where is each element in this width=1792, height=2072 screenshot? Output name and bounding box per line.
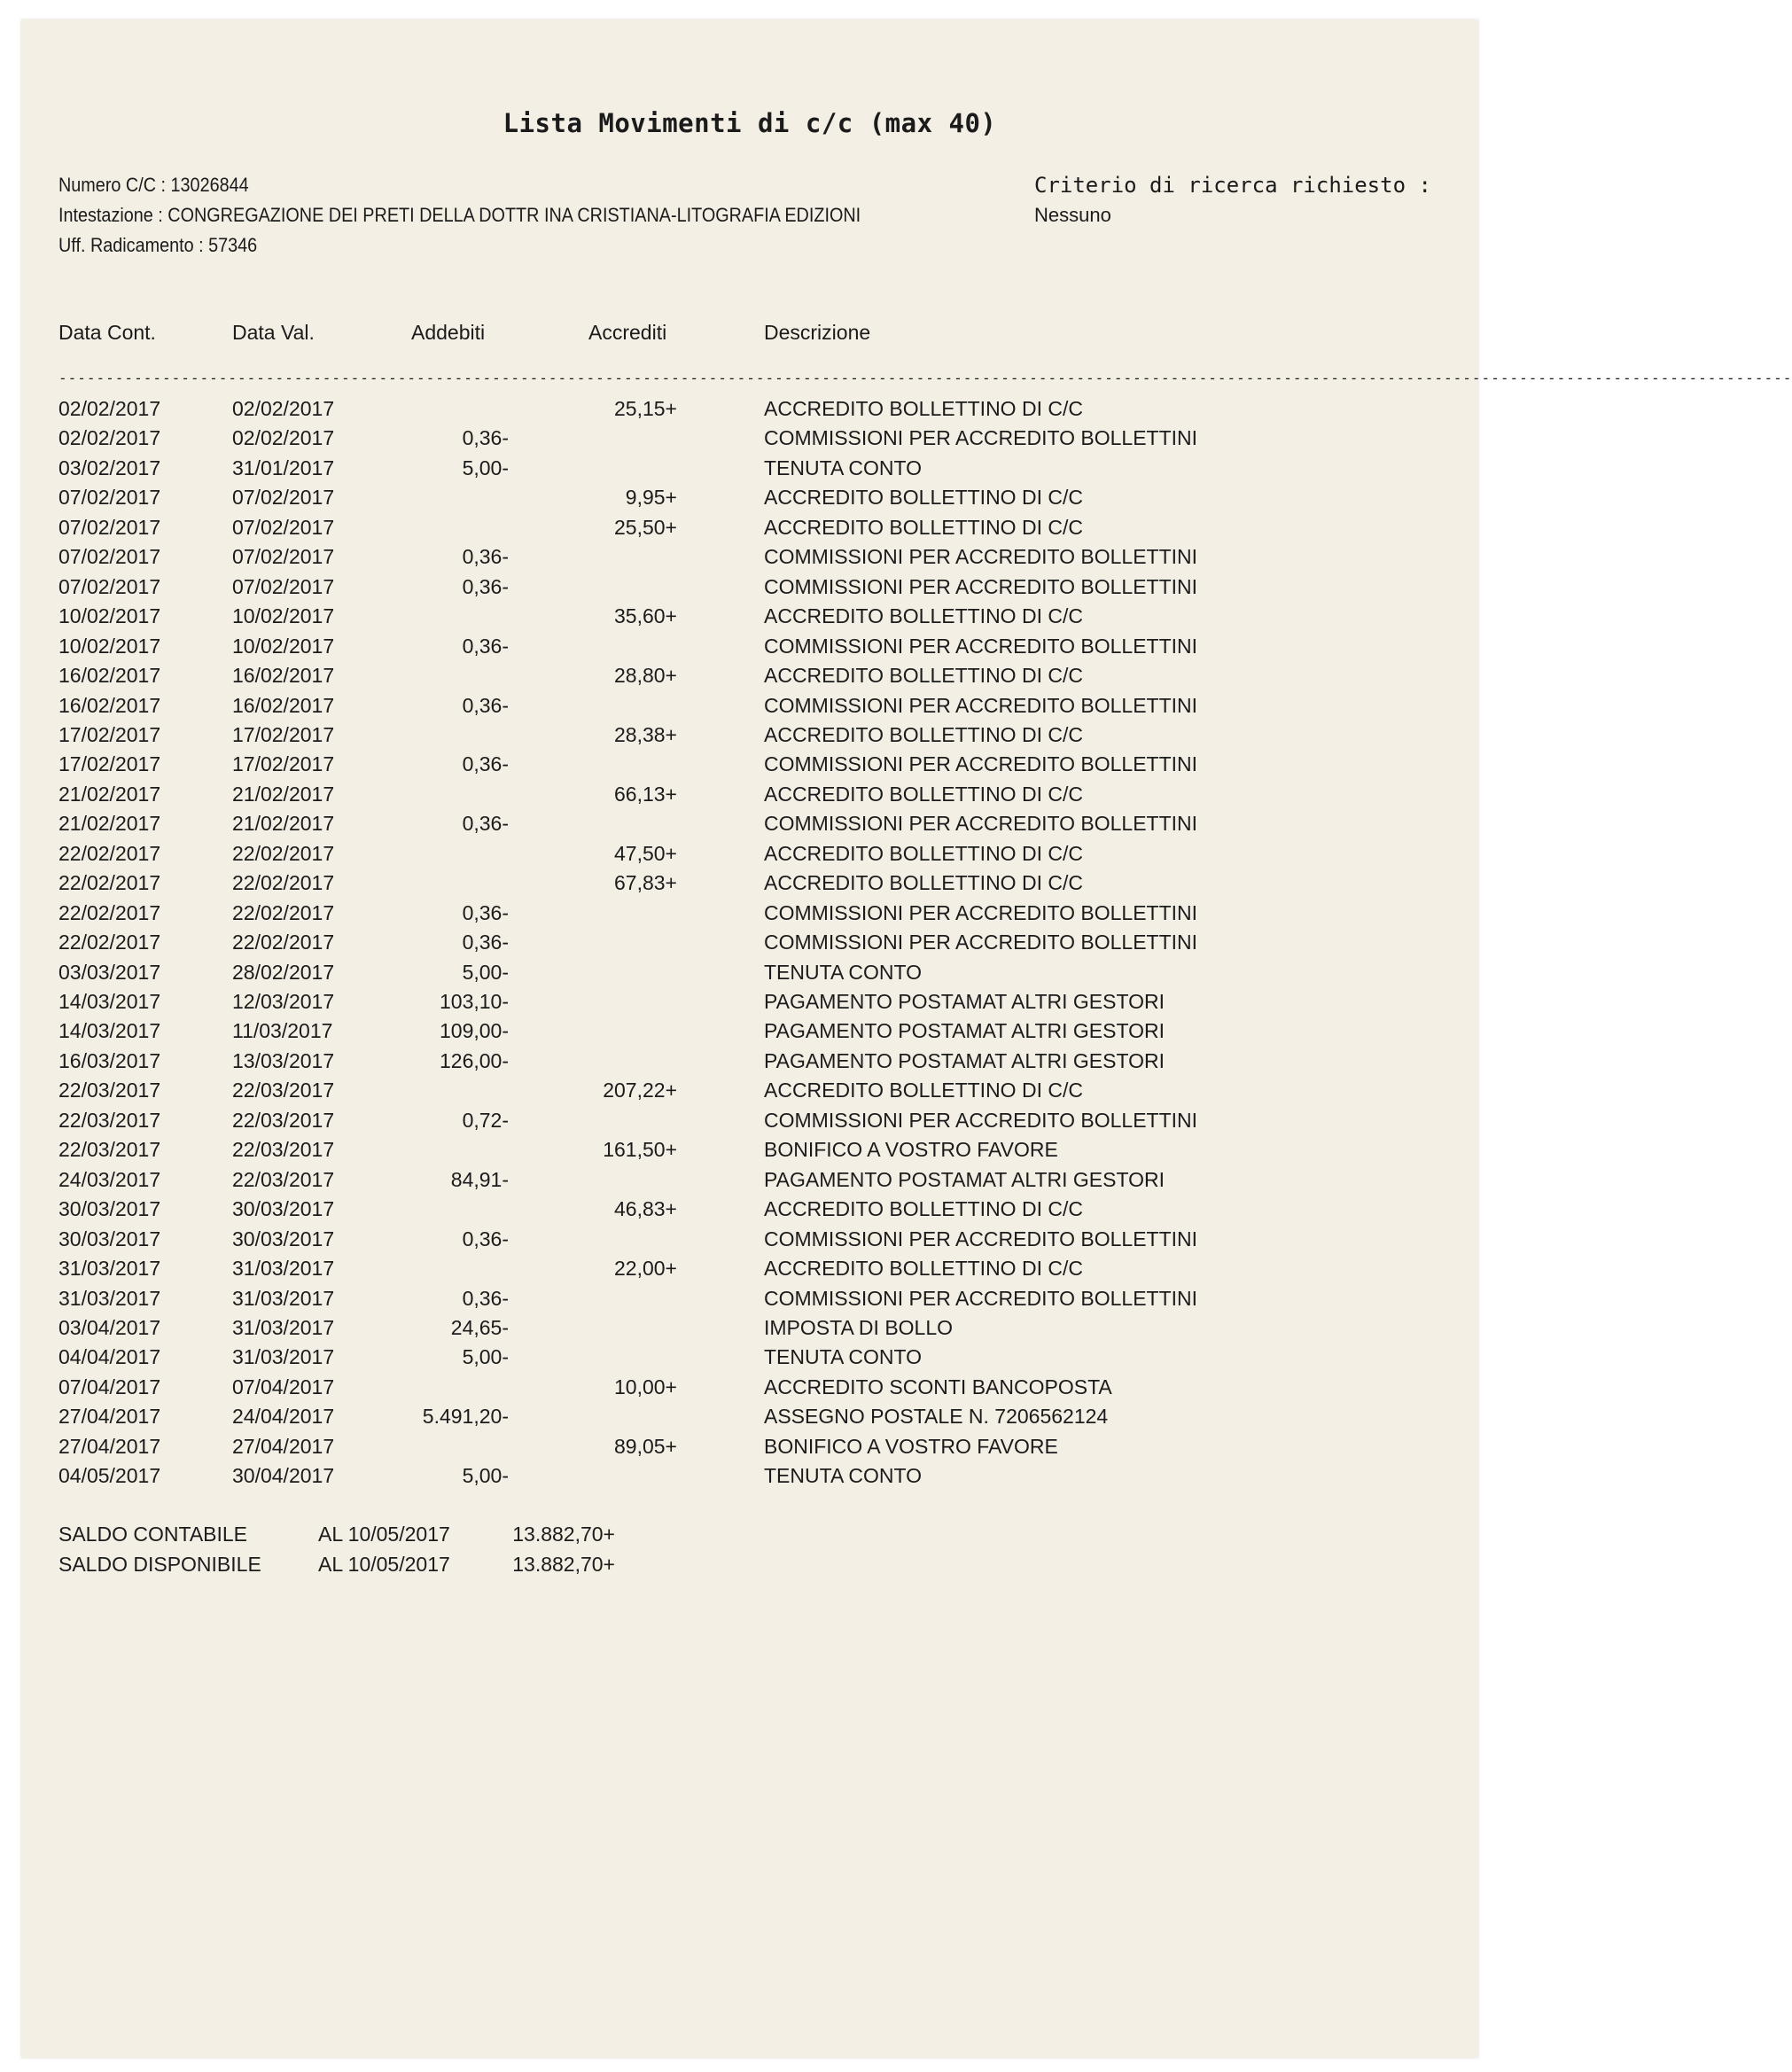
addebiti-cell: 0,36- — [462, 693, 509, 717]
descrizione-cell: TENUTA CONTO — [764, 456, 923, 479]
balance-date: AL 10/05/2017 — [318, 1552, 450, 1576]
addebiti-cell: 24,65- — [450, 1315, 509, 1339]
data-cont-cell: 30/03/2017 — [58, 1197, 161, 1221]
balance-amount: 13.882,70+ — [512, 1552, 615, 1576]
data-val-cell: 31/03/2017 — [232, 1315, 335, 1339]
data-val-cell: 07/02/2017 — [232, 574, 335, 598]
data-val-cell: 16/02/2017 — [232, 693, 335, 717]
descrizione-cell: BONIFICO A VOSTRO FAVORE — [764, 1434, 1058, 1458]
data-cont-cell: 27/04/2017 — [58, 1405, 161, 1429]
data-cont-cell: 03/04/2017 — [58, 1315, 161, 1339]
data-val-cell: 30/03/2017 — [232, 1197, 335, 1221]
data-val-cell: 22/03/2017 — [232, 1108, 335, 1132]
addebiti-cell: 5.491,20- — [422, 1405, 509, 1429]
data-cont-cell: 07/02/2017 — [58, 515, 161, 539]
data-val-cell: 24/04/2017 — [232, 1405, 335, 1429]
descrizione-cell: ACCREDITO BOLLETTINO DI C/C — [764, 1197, 1083, 1221]
data-cont-cell: 07/02/2017 — [58, 486, 161, 510]
data-cont-cell: 16/03/2017 — [58, 1048, 161, 1072]
data-val-cell: 13/03/2017 — [232, 1048, 335, 1072]
accrediti-cell: 25,15+ — [614, 397, 677, 420]
header-addebiti: Addebiti — [411, 321, 486, 344]
descrizione-cell: ACCREDITO BOLLETTINO DI C/C — [764, 782, 1083, 806]
data-val-cell: 22/03/2017 — [232, 1079, 335, 1102]
descrizione-cell: PAGAMENTO POSTAMAT ALTRI GESTORI — [764, 990, 1165, 1013]
accrediti-cell: 10,00+ — [614, 1375, 677, 1398]
data-cont-cell: 22/03/2017 — [58, 1108, 161, 1132]
data-val-cell: 07/02/2017 — [232, 545, 335, 569]
data-cont-cell: 10/02/2017 — [58, 634, 161, 658]
data-cont-cell: 31/03/2017 — [58, 1286, 161, 1310]
descrizione-cell: COMMISSIONI PER ACCREDITO BOLLETTINI — [764, 634, 1198, 658]
office-row — [58, 230, 861, 261]
descrizione-cell: COMMISSIONI PER ACCREDITO BOLLETTINI — [764, 900, 1198, 924]
descrizione-cell: TENUTA CONTO — [764, 960, 923, 984]
data-cont-cell: 03/02/2017 — [58, 456, 161, 479]
data-val-cell: 31/03/2017 — [232, 1345, 335, 1369]
data-cont-cell: 04/04/2017 — [58, 1345, 161, 1369]
account-info — [58, 170, 861, 261]
descrizione-cell: COMMISSIONI PER ACCREDITO BOLLETTINI — [764, 574, 1198, 598]
data-cont-cell: 02/02/2017 — [58, 426, 161, 450]
descrizione-cell: ACCREDITO BOLLETTINO DI C/C — [764, 604, 1083, 628]
data-cont-cell: 22/02/2017 — [58, 900, 161, 924]
addebiti-cell: 0,36- — [462, 752, 509, 776]
accrediti-cell: 66,13+ — [614, 782, 677, 806]
data-val-cell: 21/02/2017 — [232, 812, 335, 836]
descrizione-cell: ACCREDITO BOLLETTINO DI C/C — [764, 722, 1083, 746]
data-val-cell: 22/02/2017 — [232, 841, 335, 865]
accrediti-cell: 25,50+ — [614, 515, 677, 539]
data-cont-cell: 21/02/2017 — [58, 782, 161, 806]
descrizione-cell: ACCREDITO BOLLETTINO DI C/C — [764, 871, 1083, 895]
addebiti-cell: 126,00- — [439, 1048, 509, 1072]
descrizione-cell: COMMISSIONI PER ACCREDITO BOLLETTINI — [764, 752, 1198, 776]
descrizione-cell: ACCREDITO BOLLETTINO DI C/C — [764, 397, 1083, 420]
descrizione-cell: COMMISSIONI PER ACCREDITO BOLLETTINI — [764, 1286, 1198, 1310]
accrediti-cell: 47,50+ — [614, 841, 677, 865]
data-val-cell: 22/03/2017 — [232, 1167, 335, 1191]
search-criteria-label: Criterio di ricerca richiesto : — [1034, 173, 1431, 198]
addebiti-cell: 0,36- — [462, 426, 509, 450]
descrizione-cell: BONIFICO A VOSTRO FAVORE — [764, 1138, 1058, 1162]
data-cont-cell: 22/02/2017 — [58, 871, 161, 895]
data-val-cell: 11/03/2017 — [232, 1019, 333, 1043]
data-val-cell: 31/03/2017 — [232, 1257, 335, 1281]
data-val-cell: 30/03/2017 — [232, 1227, 335, 1250]
addebiti-cell: 5,00- — [462, 1345, 509, 1369]
data-cont-cell: 07/04/2017 — [58, 1375, 161, 1398]
accrediti-cell: 89,05+ — [614, 1434, 677, 1458]
addebiti-cell: 0,36- — [462, 634, 509, 658]
data-val-cell: 07/02/2017 — [232, 515, 335, 539]
data-val-cell: 17/02/2017 — [232, 752, 335, 776]
descrizione-cell: COMMISSIONI PER ACCREDITO BOLLETTINI — [764, 545, 1198, 569]
accrediti-cell: 28,80+ — [614, 664, 677, 688]
data-cont-cell: 22/02/2017 — [58, 931, 161, 954]
addebiti-cell: 109,00- — [439, 1019, 509, 1043]
office-value: 57346 — [208, 234, 258, 256]
data-val-cell: 02/02/2017 — [232, 426, 335, 450]
account-number-row — [58, 170, 861, 200]
descrizione-cell: ACCREDITO BOLLETTINO DI C/C — [764, 515, 1083, 539]
descrizione-cell: PAGAMENTO POSTAMAT ALTRI GESTORI — [764, 1019, 1165, 1043]
data-val-cell: 12/03/2017 — [232, 990, 335, 1013]
data-cont-cell: 04/05/2017 — [58, 1464, 161, 1488]
accrediti-cell: 207,22+ — [603, 1079, 677, 1102]
data-val-cell: 07/02/2017 — [232, 486, 335, 510]
account-holder-row — [58, 200, 861, 230]
header-accrediti: Accrediti — [588, 321, 667, 344]
data-val-cell: 21/02/2017 — [232, 782, 335, 806]
addebiti-cell: 103,10- — [439, 990, 509, 1013]
addebiti-cell: 0,36- — [462, 900, 509, 924]
data-cont-cell: 30/03/2017 — [58, 1227, 161, 1250]
accrediti-cell: 22,00+ — [614, 1257, 677, 1281]
addebiti-cell: 0,36- — [462, 574, 509, 598]
data-val-cell: 22/02/2017 — [232, 871, 335, 895]
descrizione-cell: ACCREDITO BOLLETTINO DI C/C — [764, 841, 1083, 865]
addebiti-cell: 0,36- — [462, 1227, 509, 1250]
data-cont-cell: 17/02/2017 — [58, 722, 161, 746]
data-cont-cell: 10/02/2017 — [58, 604, 161, 628]
descrizione-cell: ACCREDITO SCONTI BANCOPOSTA — [764, 1375, 1112, 1398]
data-cont-cell: 02/02/2017 — [58, 397, 161, 420]
data-cont-cell: 03/03/2017 — [58, 960, 161, 984]
data-cont-cell: 16/02/2017 — [58, 664, 161, 688]
addebiti-cell: 5,00- — [462, 1464, 509, 1488]
data-val-cell: 22/03/2017 — [232, 1138, 335, 1162]
account-holder-label: Intestazione : — [58, 204, 168, 226]
descrizione-cell: COMMISSIONI PER ACCREDITO BOLLETTINI — [764, 426, 1198, 450]
descrizione-cell: ASSEGNO POSTALE N. 7206562124 — [764, 1405, 1109, 1429]
descrizione-cell: COMMISSIONI PER ACCREDITO BOLLETTINI — [764, 931, 1198, 954]
header-divider: ---------------------------------------------------------------------------------------------------------------------------------------------------------------------------------------- — [58, 370, 1792, 386]
data-val-cell: 10/02/2017 — [232, 634, 335, 658]
data-val-cell: 30/04/2017 — [232, 1464, 335, 1488]
header-descrizione: Descrizione — [764, 321, 871, 344]
header-data-val: Data Val. — [232, 321, 315, 344]
data-val-cell: 22/02/2017 — [232, 931, 335, 954]
descrizione-cell: PAGAMENTO POSTAMAT ALTRI GESTORI — [764, 1167, 1165, 1191]
descrizione-cell: COMMISSIONI PER ACCREDITO BOLLETTINI — [764, 1108, 1198, 1132]
account-holder-value: CONGREGAZIONE DEI PRETI DELLA DOTTR INA CRISTIANA-LITOGRAFIA EDIZIONI — [168, 204, 861, 226]
addebiti-cell: 5,00- — [462, 456, 509, 479]
data-cont-cell: 14/03/2017 — [58, 1019, 161, 1043]
descrizione-cell: TENUTA CONTO — [764, 1464, 923, 1488]
descrizione-cell: PAGAMENTO POSTAMAT ALTRI GESTORI — [764, 1048, 1165, 1072]
descrizione-cell: ACCREDITO BOLLETTINO DI C/C — [764, 1257, 1083, 1281]
office-label: Uff. Radicamento : — [58, 234, 209, 256]
data-val-cell: 17/02/2017 — [232, 722, 335, 746]
accrediti-cell: 46,83+ — [614, 1197, 677, 1221]
accrediti-cell: 9,95+ — [625, 486, 677, 510]
page-title: Lista Movimenti di c/c (max 40) — [503, 108, 997, 138]
data-val-cell: 31/03/2017 — [232, 1286, 335, 1310]
data-val-cell: 27/04/2017 — [232, 1434, 335, 1458]
accrediti-cell: 161,50+ — [603, 1138, 677, 1162]
descrizione-cell: ACCREDITO BOLLETTINO DI C/C — [764, 1079, 1083, 1102]
data-cont-cell: 07/02/2017 — [58, 545, 161, 569]
data-cont-cell: 22/02/2017 — [58, 841, 161, 865]
data-cont-cell: 17/02/2017 — [58, 752, 161, 776]
addebiti-cell: 84,91- — [450, 1167, 509, 1191]
data-cont-cell: 14/03/2017 — [58, 990, 161, 1013]
accrediti-cell: 67,83+ — [614, 871, 677, 895]
data-val-cell: 22/02/2017 — [232, 900, 335, 924]
descrizione-cell: TENUTA CONTO — [764, 1345, 923, 1369]
balance-date: AL 10/05/2017 — [318, 1523, 450, 1546]
data-cont-cell: 22/03/2017 — [58, 1079, 161, 1102]
document-page — [21, 19, 1792, 2058]
data-val-cell: 16/02/2017 — [232, 664, 335, 688]
balance-amount: 13.882,70+ — [512, 1523, 615, 1546]
addebiti-cell: 0,36- — [462, 931, 509, 954]
data-val-cell: 31/01/2017 — [232, 456, 335, 479]
descrizione-cell: COMMISSIONI PER ACCREDITO BOLLETTINI — [764, 1227, 1198, 1250]
data-cont-cell: 21/02/2017 — [58, 812, 161, 836]
accrediti-cell: 35,60+ — [614, 604, 677, 628]
data-cont-cell: 31/03/2017 — [58, 1257, 161, 1281]
addebiti-cell: 0,36- — [462, 812, 509, 836]
data-cont-cell: 22/03/2017 — [58, 1138, 161, 1162]
accrediti-cell: 28,38+ — [614, 722, 677, 746]
search-criteria-value: Nessuno — [1034, 204, 1111, 226]
search-criteria — [1034, 170, 1431, 230]
data-val-cell: 07/04/2017 — [232, 1375, 335, 1398]
account-number-value: 13026844 — [170, 174, 249, 196]
addebiti-cell: 5,00- — [462, 960, 509, 984]
data-cont-cell: 07/02/2017 — [58, 574, 161, 598]
descrizione-cell: COMMISSIONI PER ACCREDITO BOLLETTINI — [764, 693, 1198, 717]
account-number-label: Numero C/C : — [58, 174, 171, 196]
data-cont-cell: 16/02/2017 — [58, 693, 161, 717]
addebiti-cell: 0,36- — [462, 1286, 509, 1310]
addebiti-cell: 0,72- — [462, 1108, 509, 1132]
descrizione-cell: COMMISSIONI PER ACCREDITO BOLLETTINI — [764, 812, 1198, 836]
balance-label: SALDO DISPONIBILE — [58, 1552, 261, 1576]
balance-label: SALDO CONTABILE — [58, 1523, 248, 1546]
data-val-cell: 10/02/2017 — [232, 604, 335, 628]
addebiti-cell: 0,36- — [462, 545, 509, 569]
descrizione-cell: IMPOSTA DI BOLLO — [764, 1315, 954, 1339]
descrizione-cell: ACCREDITO BOLLETTINO DI C/C — [764, 664, 1083, 688]
data-val-cell: 28/02/2017 — [232, 960, 335, 984]
data-cont-cell: 27/04/2017 — [58, 1434, 161, 1458]
data-cont-cell: 24/03/2017 — [58, 1167, 161, 1191]
descrizione-cell: ACCREDITO BOLLETTINO DI C/C — [764, 486, 1083, 510]
header-data-cont: Data Cont. — [58, 321, 156, 344]
data-val-cell: 02/02/2017 — [232, 397, 335, 420]
